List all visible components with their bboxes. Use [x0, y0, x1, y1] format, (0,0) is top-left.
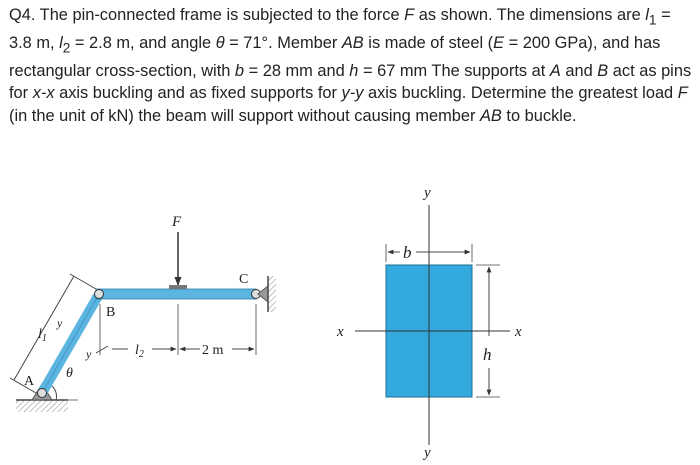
l1-label: $l_1$ [38, 327, 47, 344]
label-b: B [106, 305, 116, 320]
pin-a [38, 389, 47, 398]
x-left-label: x [337, 324, 344, 340]
h-label: h [483, 345, 492, 364]
label-a: A [24, 374, 35, 389]
y-label-1: y [57, 316, 63, 330]
b-label: b [403, 243, 412, 262]
l1-dimension [14, 276, 74, 380]
y-label-2: y [86, 347, 92, 361]
y-top-label: y [424, 185, 431, 201]
label-c: C [239, 272, 249, 287]
member-bc [96, 289, 256, 299]
theta-label: θ [66, 366, 73, 381]
question-number: Q4. [9, 6, 36, 24]
dim-2m-label: 2 m [202, 343, 224, 358]
force-label: F [172, 214, 182, 230]
x-right-label: x [515, 324, 522, 340]
support-c [258, 276, 276, 312]
cross-section-diagram [336, 185, 522, 461]
frame-diagram [10, 214, 276, 412]
pin-b [95, 290, 104, 299]
figure-svg [0, 170, 700, 465]
question-text: Q4. The pin-connected frame is subjected to the force F as shown. The dimensions are $l_1 = 3.8$ m, $l_2 = 2.8$ m, and angle θ = 71°. Member AB is made of steel (E = 200 GPa), and has rectangular cross-section, with b = 28 mm and h = 67 mm The supports at A and B act as pins for x-x axis buckling and as fixed supports for y-y axis buckling. Determine the greatest load F (in the unit of kN) the beam will support without causing member AB to buckle. [9, 6, 692, 125]
y-bottom-label: y [424, 445, 431, 461]
l2-label: $l_2$ [135, 343, 144, 360]
